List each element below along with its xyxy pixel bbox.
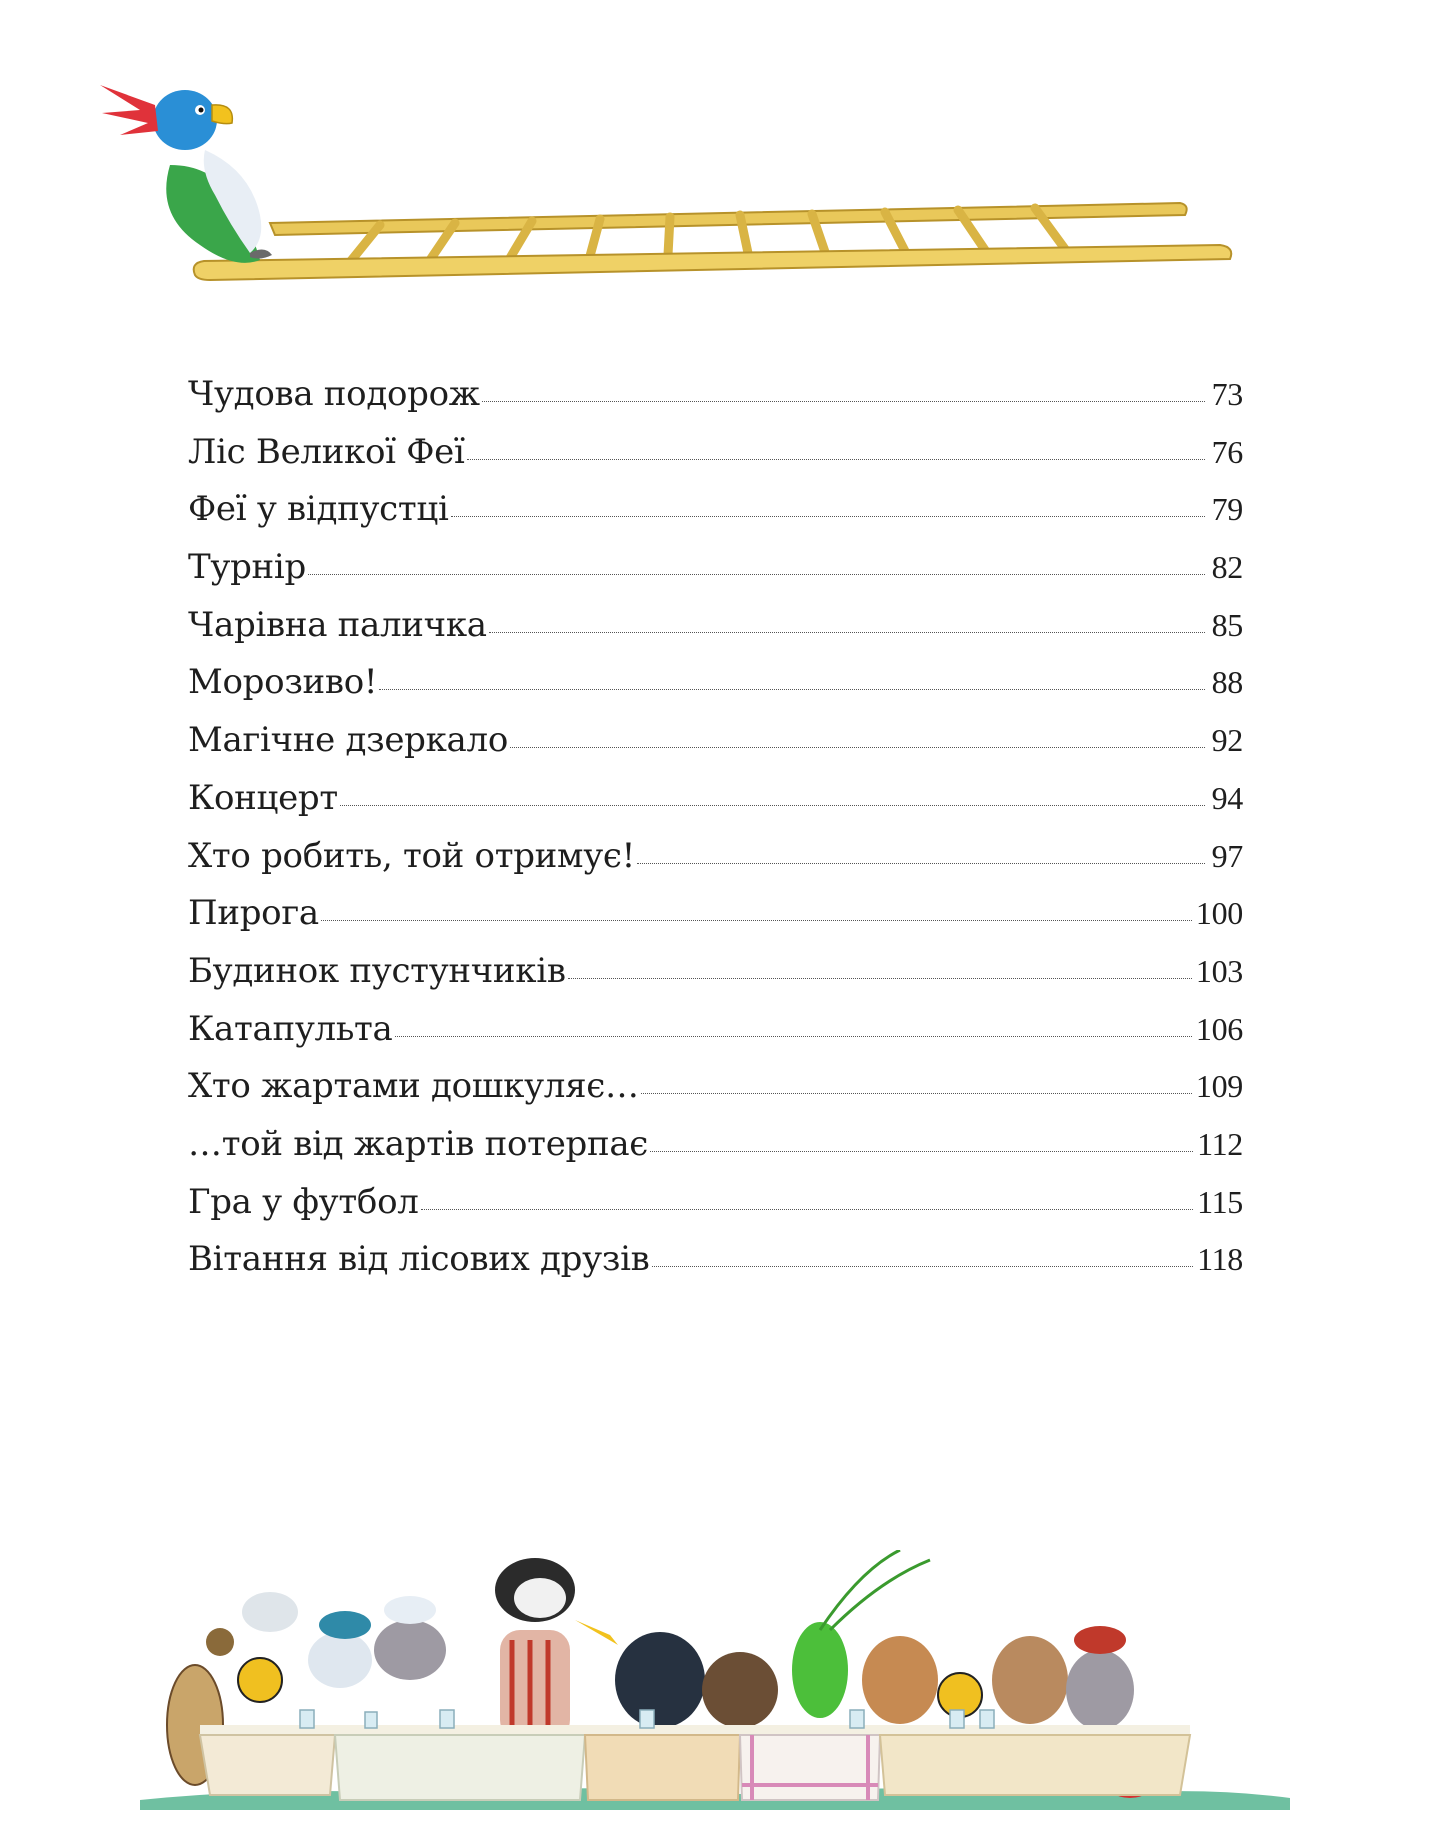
toc-entry-page-number: 109: [1195, 1068, 1243, 1105]
toc-entry-title: Магічне дзеркало: [188, 720, 508, 761]
toc-entry[interactable]: [188, 712, 1243, 770]
toc-entry-title: Морозиво!: [188, 662, 378, 703]
dot-leader: [451, 516, 1205, 517]
toc-entry-page-number: 73: [1211, 376, 1243, 412]
dot-leader: [510, 747, 1205, 748]
toc-entry-page-number: 97: [1211, 837, 1243, 874]
toc-entry-page-number: 92: [1211, 722, 1243, 759]
dot-leader: [308, 574, 1205, 575]
toc-entry-title: Пирога: [188, 893, 319, 934]
ladder-icon: [194, 203, 1232, 280]
dot-leader: [637, 863, 1205, 864]
toc-entry-page-number: 115: [1197, 1183, 1243, 1220]
dot-leader: [321, 920, 1192, 921]
toc-entry[interactable]: [188, 770, 1243, 828]
toc-entry[interactable]: [188, 943, 1243, 1001]
toc-entry-title: Чарівна паличка: [188, 604, 487, 645]
toc-entry-title: …той від жартів потерпає: [188, 1123, 649, 1164]
toc-entry[interactable]: [188, 654, 1243, 712]
dot-leader: [482, 401, 1205, 402]
parrot-icon: [100, 85, 272, 263]
toc-entry[interactable]: [188, 885, 1243, 943]
toc-entry-page-number: 88: [1211, 664, 1243, 701]
toc-entry[interactable]: [188, 597, 1243, 655]
dot-leader: [489, 632, 1205, 633]
toc-entry-title: Хто робить, той отримує!: [188, 835, 636, 876]
table-of-contents: [188, 366, 1243, 1289]
toc-entry-title: Чудова подорож: [188, 374, 480, 414]
toc-entry-title: Ліс Великої Феї: [188, 431, 465, 472]
toc-entry-title: Катапульта: [188, 1008, 393, 1049]
toc-entry-title: Будинок пустунчиків: [188, 950, 566, 991]
toc-entry[interactable]: [188, 1116, 1243, 1174]
toc-entry-title: Феї у відпустці: [188, 489, 449, 530]
toc-entry[interactable]: [188, 1058, 1243, 1116]
dot-leader: [568, 978, 1192, 979]
toc-entry-page-number: 100: [1195, 895, 1243, 932]
toc-entry-title: Гра у футбол: [188, 1181, 419, 1222]
dot-leader: [421, 1209, 1194, 1210]
toc-entry-title: Хто жартами дошкуляє…: [188, 1066, 639, 1107]
dot-leader: [395, 1036, 1192, 1037]
toc-entry-page-number: 85: [1211, 606, 1243, 643]
toc-entry-page-number: 112: [1197, 1125, 1243, 1162]
banquet-table-icon: [200, 1710, 1190, 1800]
dot-leader: [467, 459, 1205, 460]
toc-entry[interactable]: [188, 1001, 1243, 1059]
toc-entry[interactable]: [188, 481, 1243, 539]
toc-entry[interactable]: [188, 539, 1243, 597]
toc-entry-page-number: 103: [1195, 952, 1243, 989]
toc-entry-page-number: 94: [1211, 779, 1243, 816]
toc-entry[interactable]: [188, 424, 1243, 482]
dot-leader: [650, 1151, 1193, 1152]
toc-entry-page-number: 118: [1197, 1241, 1243, 1278]
toc-entry-page-number: 76: [1211, 433, 1243, 470]
forest-friends-banquet-illustration: [140, 1550, 1290, 1810]
toc-entry-page-number: 106: [1195, 1010, 1243, 1047]
parrot-on-ladder-illustration: [100, 75, 1250, 305]
toc-entry-title: Турнір: [188, 547, 306, 588]
dot-leader: [641, 1093, 1192, 1094]
dot-leader: [652, 1266, 1194, 1267]
toc-entry-page-number: 82: [1211, 549, 1243, 586]
dot-leader: [340, 805, 1205, 806]
toc-entry-title: Вітання від лісових друзів: [188, 1239, 650, 1280]
dot-leader: [379, 689, 1205, 690]
toc-entry-page-number: 79: [1211, 491, 1243, 528]
toc-entry[interactable]: [188, 1174, 1243, 1232]
toc-entry-title: Концерт: [188, 777, 338, 818]
toc-entry[interactable]: [188, 1231, 1243, 1289]
toc-entry[interactable]: [188, 828, 1243, 886]
toc-entry[interactable]: [188, 366, 1243, 424]
